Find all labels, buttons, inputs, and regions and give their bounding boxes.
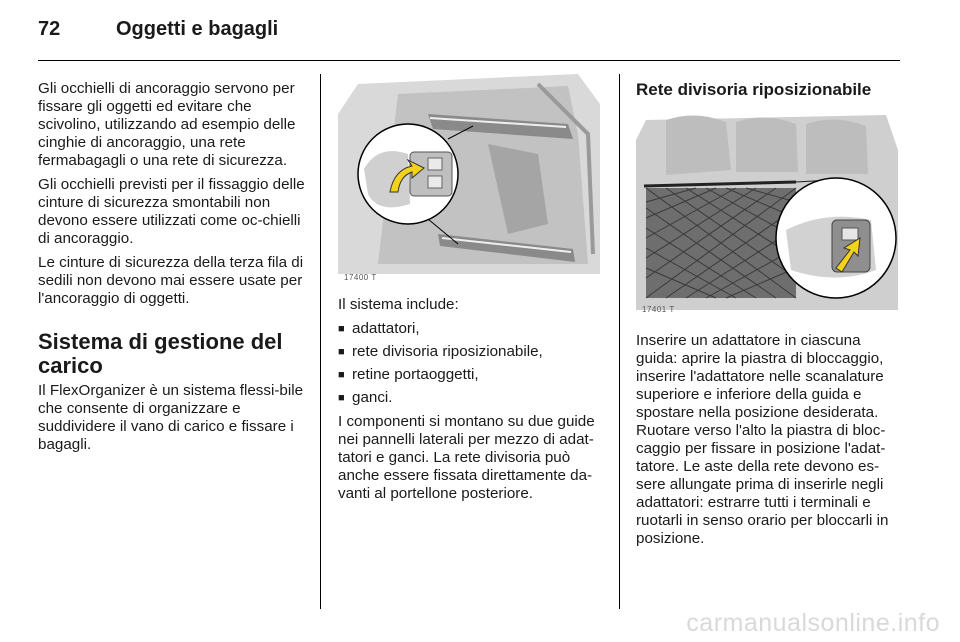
page-number: 72 bbox=[38, 18, 61, 40]
figure-code: 17401 T bbox=[642, 305, 675, 314]
header-rule bbox=[38, 60, 900, 61]
list-item-text: retine portaoggetti, bbox=[352, 366, 479, 383]
list-item-text: ganci. bbox=[352, 389, 393, 406]
paragraph-third-row-belts: Le cinture di sicurezza della terza fila di sedili non devono mai essere usate per l'ancoraggio di oggetti. bbox=[38, 254, 304, 307]
figure-code: 17400 T bbox=[344, 273, 377, 282]
bullet-icon: ■ bbox=[338, 346, 345, 358]
paragraph-seatbelt-eyes: Gli occhielli previsti per il fissaggio delle cinture di sicurezza smontabili non devono essere utilizzati come oc-chielli di ancoraggio. bbox=[38, 176, 305, 247]
list-item-text: adattatori, bbox=[352, 320, 420, 337]
bullet-icon: ■ bbox=[338, 392, 345, 404]
list-item bbox=[338, 366, 606, 384]
column-divider-1 bbox=[320, 74, 321, 609]
list-item-text: rete divisoria riposizionabile, bbox=[352, 343, 543, 360]
section-subheading: Rete divisoria riposizionabile bbox=[636, 80, 872, 99]
list-item bbox=[338, 320, 606, 338]
column-middle bbox=[338, 74, 606, 509]
bullet-icon: ■ bbox=[338, 323, 345, 335]
page-title: Oggetti e bagagli bbox=[116, 18, 279, 40]
column-left bbox=[38, 80, 306, 460]
paragraph-flexorganizer: Il FlexOrganizer è un sistema flessi-bile che consente di organizzare e suddividere il vano di carico e fissare i bagagli. bbox=[38, 382, 304, 453]
paragraph-mounting: I componenti si montano su due guide nei pannelli laterali per mezzo di adat-tatori e ganci. La rete divisoria può anche essere fissata direttamente da-vanti al portellone posteriore. bbox=[338, 413, 595, 502]
system-intro: Il sistema include: bbox=[338, 296, 459, 313]
section-heading: Sistema di gestione del carico bbox=[38, 329, 283, 378]
list-item bbox=[338, 343, 606, 361]
column-divider-2 bbox=[619, 74, 620, 609]
bullet-icon: ■ bbox=[338, 369, 345, 381]
watermark: carmanualsonline.info bbox=[686, 609, 940, 637]
figure-cargo-rails bbox=[338, 74, 600, 286]
column-right bbox=[636, 80, 904, 554]
paragraph-anchoring-eyes: Gli occhielli di ancoraggio servono per fissare gli oggetti ed evitare che scivolino, utilizzando ad esempio delle cinghie di ancoraggio, una rete fermabagagli o una rete di sicurezza. bbox=[38, 80, 296, 169]
partition-net-illustration bbox=[636, 110, 898, 318]
list-item bbox=[338, 389, 606, 407]
cargo-rails-illustration bbox=[338, 74, 600, 286]
figure-partition-net bbox=[636, 110, 898, 318]
paragraph-install-adapters: Inserire un adattatore in ciascuna guida: aprire la piastra di bloccaggio, inserire l'adattatore nelle scanalature superiore e inferiore della guida e spostare nella posizione desiderata. Ruotare verso l'alto la piastra di bloc-caggio per fissare in posizione l'adat-tatore. Le aste della rete devono es-sere allungate prima di inserirle negli adattatori: estrarre tutti i terminali e ruotarli in senso orario per bloccarli in posizione. bbox=[636, 332, 889, 547]
components-list bbox=[338, 320, 606, 407]
